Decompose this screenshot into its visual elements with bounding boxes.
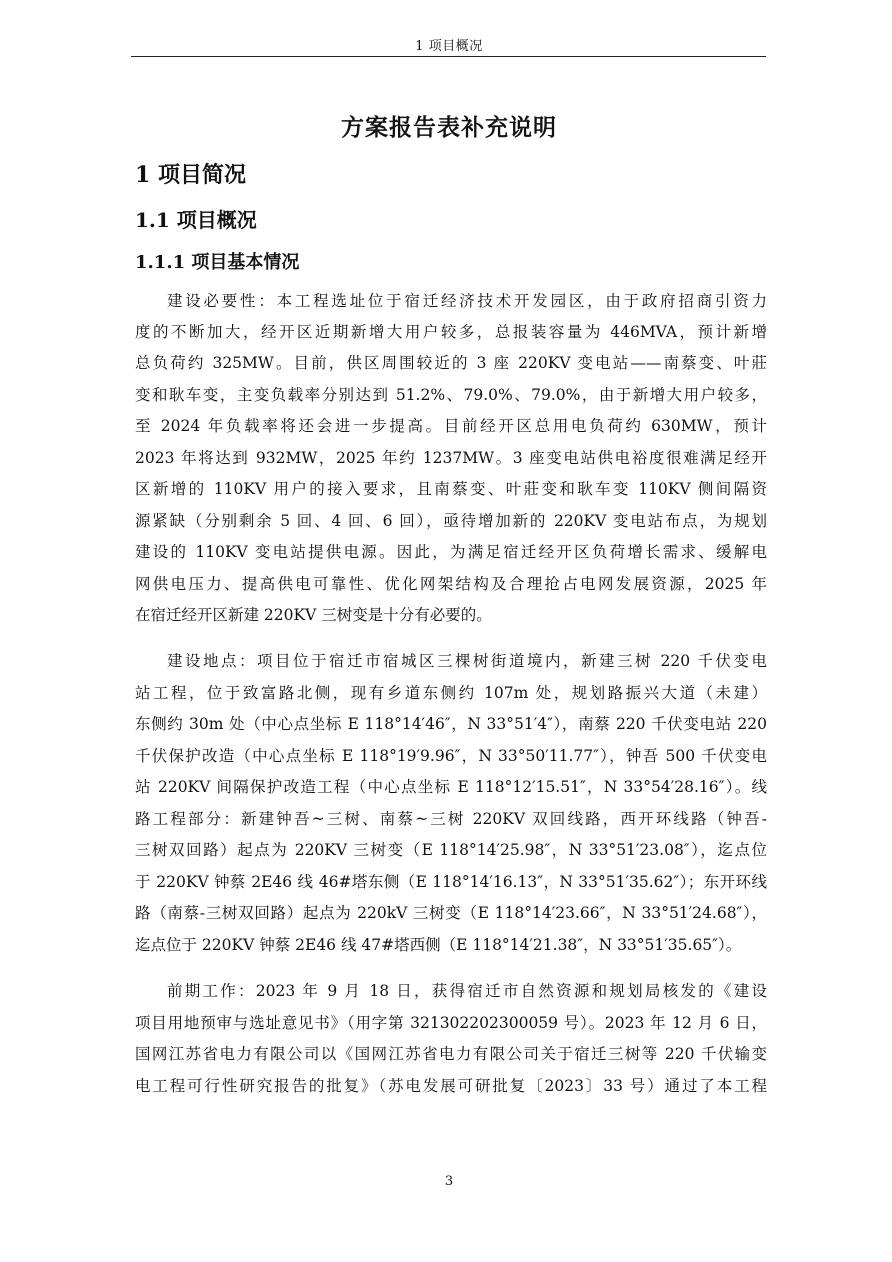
paragraph-line: 东侧约 30m 处（中心点坐标 E 118°14′46″，N 33°51′4″），南蔡 220 千伏变电站 220: [135, 715, 767, 733]
paragraph-line: 网供电压力、提高供电可靠性、优化网架结构及合理抢占电网发展资源，2025 年: [135, 575, 767, 593]
paragraph-line: 路（南蔡-三树双回路）起点为 220kV 三树变（E 118°14′23.66″，N 33°51′24.68″），: [135, 904, 767, 922]
paragraph-line: 电工程可行性研究报告的批复》（苏电发展可研批复〔2023〕33 号）通过了本工程: [135, 1077, 767, 1095]
heading-level-3: 1.1.1 项目基本情况: [135, 252, 300, 273]
paragraph-line: 度的不断加大，经开区近期新增大用户较多，总报装容量为 446MVA，预计新增: [135, 323, 767, 341]
paragraph-line: 于 220KV 钟蔡 2E46 线 46#塔东侧（E 118°14′16.13″，N 33°51′35.62″）；东开环线: [135, 873, 767, 891]
running-header: 1 项目概况: [415, 39, 483, 54]
paragraph-line: 至 2024 年负载率将还会进一步提高。目前经开区总用电负荷约 630MW，预计: [135, 417, 767, 435]
paragraph-line: 建设的 110KV 变电站提供电源。因此，为满足宿迁经开区负荷增长需求、缓解电: [135, 543, 767, 561]
paragraph-line: 千伏保护改造（中心点坐标 E 118°19′9.96″，N 33°50′11.77″），钟吾 500 千伏变电: [135, 747, 767, 765]
paragraph-line: 项目用地预审与选址意见书》（用字第 321302202300059 号）。2023 年 12 月 6 日，: [135, 1014, 767, 1032]
document-title: 方案报告表补充说明: [341, 114, 557, 141]
paragraph-line: 在宿迁经开区新建 220KV 三树变是十分有必要的。: [135, 606, 492, 624]
paragraph-line: 国网江苏省电力有限公司以《国网江苏省电力有限公司关于宿迁三树等 220 千伏输变: [135, 1045, 767, 1063]
paragraph-line: 变和耿车变，主变负载率分别达到 51.2%、79.0%、79.0%，由于新增大用户较多，: [135, 386, 767, 404]
paragraph-line: 建设地点：项目位于宿迁市宿城区三棵树街道境内，新建三树 220 千伏变电: [167, 652, 767, 670]
paragraph-line: 三树双回路）起点为 220KV 三树变（E 118°14′25.98″，N 33°51′23.08″），迄点位: [135, 841, 767, 859]
heading-level-2: 1.1 项目概况: [135, 208, 257, 232]
paragraph-line: 2023 年将达到 932MW，2025 年约 1237MW。3 座变电站供电裕度很难满足经开: [135, 449, 767, 467]
header-rule: [131, 56, 766, 57]
paragraph-line: 建设必要性：本工程选址位于宿迁经济技术开发园区，由于政府招商引资力: [167, 292, 767, 310]
paragraph-line: 总负荷约 325MW。目前，供区周围较近的 3 座 220KV 变电站——南蔡变、叶莊: [135, 354, 767, 372]
paragraph-line: 站 220KV 间隔保护改造工程（中心点坐标 E 118°12′15.51″，N 33°54′28.16″）。线: [135, 778, 767, 796]
paragraph-line: 站工程，位于致富路北侧，现有乡道东侧约 107m 处，规划路振兴大道（未建）: [135, 684, 767, 702]
paragraph-line: 区新增的 110KV 用户的接入要求，且南蔡变、叶莊变和耿车变 110KV 侧间隔资: [135, 480, 767, 498]
paragraph-line: 迄点位于 220KV 钟蔡 2E46 线 47#塔西侧（E 118°14′21.38″，N 33°51′35.65″）。: [135, 936, 742, 954]
paragraph-line: 路工程部分：新建钟吾~三树、南蔡~三树 220KV 双回线路，西开环线路（钟吾-: [135, 810, 767, 828]
paragraph-line: 前期工作：2023 年 9 月 18 日，获得宿迁市自然资源和规划局核发的《建设: [167, 982, 767, 1000]
page-number: 3: [444, 1174, 454, 1189]
paragraph-line: 源紧缺（分别剩余 5 回、4 回、6 回），亟待增加新的 220KV 变电站布点，为规划: [135, 512, 767, 530]
heading-level-1: 1 项目简况: [135, 162, 246, 188]
